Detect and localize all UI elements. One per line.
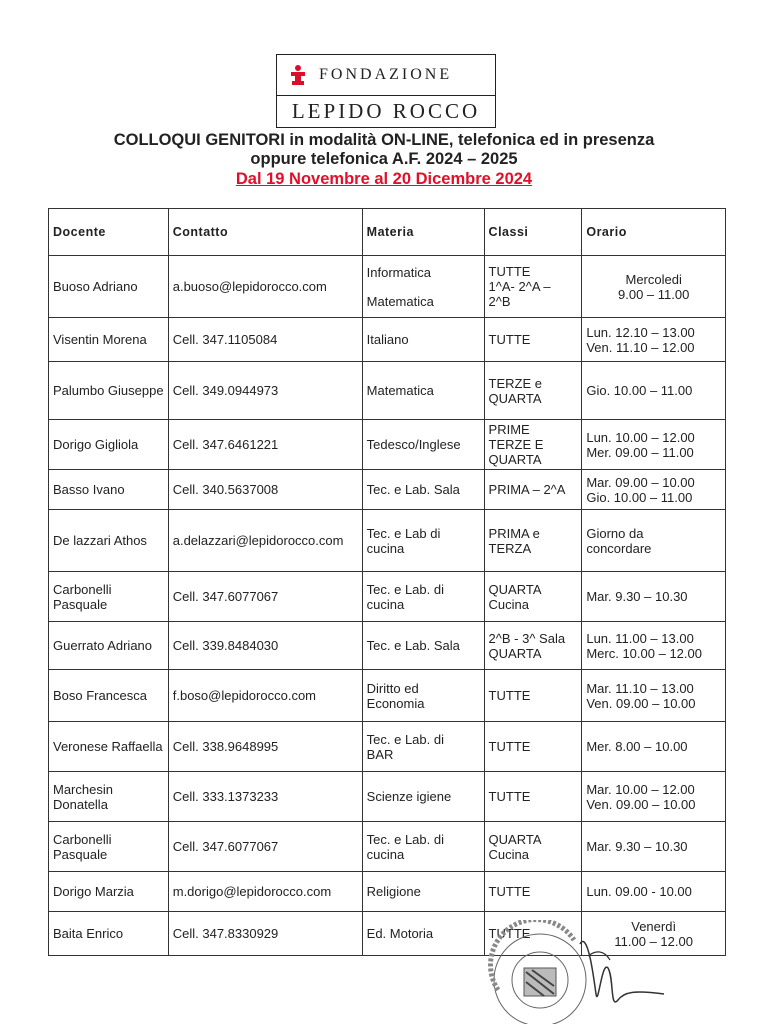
cell-materia (362, 470, 484, 510)
header-materia: Materia (362, 209, 484, 256)
cell-line: Mar. 9.30 – 10.30 (586, 589, 688, 604)
cell-line: Mer. 8.00 – 10.00 (586, 739, 688, 754)
header-docente: Docente (49, 209, 169, 256)
cell-docente: Buoso Adriano (49, 256, 169, 318)
cell-line: Giorno da (586, 525, 644, 541)
cell-line: 11.00 – 12.00 (614, 933, 693, 949)
cell-line: TUTTE (488, 926, 531, 941)
cell-line: Religione (366, 884, 421, 899)
cell-orario (582, 256, 726, 318)
cell-line: TERZE e (488, 375, 543, 391)
cell-materia (362, 256, 484, 318)
cell-line: Matematica (366, 293, 434, 309)
cell-line: Mercoledi (625, 271, 682, 287)
cell-docente: Veronese Raffaella (49, 722, 169, 772)
cell-classi (484, 622, 582, 670)
cell-classi (484, 912, 582, 956)
cell-materia (362, 622, 484, 670)
cell-line: cucina (366, 540, 405, 556)
page-title-line1: COLLOQUI GENITORI in modalità ON-LINE, telefonica ed in presenza (113, 131, 655, 149)
cell-materia (362, 772, 484, 822)
cell-line: Mar. 11.10 – 13.00 (586, 680, 694, 696)
cell-line: TUTTE (488, 739, 531, 754)
table-row (49, 622, 726, 670)
cell-classi (484, 822, 582, 872)
cell-classi (484, 362, 582, 420)
cell-orario (582, 622, 726, 670)
cell-orario (582, 872, 726, 912)
table-row (49, 470, 726, 510)
cell-contatto: Cell. 338.9648995 (168, 722, 362, 772)
cell-line: Informatica (366, 264, 431, 280)
cell-orario (582, 318, 726, 362)
cell-line: Ven. 11.10 – 12.00 (586, 339, 695, 355)
cell-classi (484, 772, 582, 822)
cell-contatto: Cell. 347.6461221 (168, 420, 362, 470)
cell-line: Lun. 11.00 – 13.00 (586, 630, 694, 646)
table-row (49, 510, 726, 572)
cell-line: Gio. 10.00 – 11.00 (586, 383, 693, 398)
cell-contatto: Cell. 347.1105084 (168, 318, 362, 362)
header-orario: Orario (582, 209, 726, 256)
cell-line: Diritto ed (366, 680, 419, 696)
cell-line: Gio. 10.00 – 11.00 (586, 489, 693, 505)
cell-orario (582, 420, 726, 470)
table-row (49, 572, 726, 622)
cell-docente: Palumbo Giuseppe (49, 362, 169, 420)
cell-contatto: m.dorigo@lepidorocco.com (168, 872, 362, 912)
cell-line: Venerdì (631, 918, 677, 934)
cell-line: QUARTA (488, 452, 542, 467)
cell-orario (582, 470, 726, 510)
cell-line: PRIMA – 2^A (488, 482, 566, 497)
cell-docente: Carbonelli Pasquale (49, 822, 169, 872)
cell-contatto: f.boso@lepidorocco.com (168, 670, 362, 722)
cell-line: Tec. e Lab. di (366, 731, 444, 747)
cell-contatto: a.buoso@lepidorocco.com (168, 256, 362, 318)
cell-orario (582, 510, 726, 572)
table-row (49, 362, 726, 420)
cell-contatto: a.delazzari@lepidorocco.com (168, 510, 362, 572)
table-row (49, 722, 726, 772)
cell-docente: De lazzari Athos (49, 510, 169, 572)
table-body (49, 256, 726, 956)
cell-line: Mar. 9.30 – 10.30 (586, 839, 688, 854)
cell-classi (484, 510, 582, 572)
foundation-logo (276, 54, 496, 128)
cell-line: 9.00 – 11.00 (618, 286, 690, 302)
table-row (49, 872, 726, 912)
cell-line: TUTTE (488, 332, 531, 347)
cell-docente: Guerrato Adriano (49, 622, 169, 670)
cell-docente: Baita Enrico (49, 912, 169, 956)
cell-orario (582, 822, 726, 872)
cell-orario (582, 670, 726, 722)
cell-materia (362, 912, 484, 956)
cell-docente: Boso Francesca (49, 670, 169, 722)
cell-materia (362, 318, 484, 362)
cell-docente: Carbonelli Pasquale (49, 572, 169, 622)
cell-line: Lun. 12.10 – 13.00 (586, 324, 695, 340)
cell-orario (582, 722, 726, 772)
logo-line-name: LEPIDO ROCCO (291, 99, 481, 123)
cell-materia (362, 822, 484, 872)
cell-line: cucina (366, 846, 405, 862)
cell-contatto: Cell. 349.0944973 (168, 362, 362, 420)
cell-line: Tec. e Lab. di (366, 581, 444, 597)
cell-classi (484, 256, 582, 318)
table-row (49, 822, 726, 872)
cell-line: TUTTE (488, 688, 531, 703)
cell-classi (484, 420, 582, 470)
cell-line: QUARTA (488, 390, 542, 406)
table-row (49, 772, 726, 822)
cell-contatto: Cell. 347.6077067 (168, 822, 362, 872)
cell-line: TUTTE (488, 884, 531, 899)
cell-docente: Marchesin Donatella (49, 772, 169, 822)
cell-line: Mar. 09.00 – 10.00 (586, 474, 695, 490)
cell-line: Tec. e Lab. Sala (366, 638, 460, 653)
cell-materia (362, 872, 484, 912)
cell-classi (484, 872, 582, 912)
cell-line: QUARTA (488, 581, 542, 597)
cell-line: TERZE E (488, 437, 544, 452)
cell-line: Tedesco/Inglese (366, 437, 461, 452)
cell-docente: Dorigo Gigliola (49, 420, 169, 470)
page-title-line2: oppure telefonica A.F. 2024 – 2025 (250, 150, 518, 168)
table-row (49, 318, 726, 362)
cell-line: Italiano (366, 332, 409, 347)
cell-line: Mer. 09.00 – 11.00 (586, 444, 694, 460)
cell-materia (362, 362, 484, 420)
cell-line: Mar. 10.00 – 12.00 (586, 781, 695, 797)
cell-line: Tec. e Lab. Sala (366, 482, 460, 497)
cell-line: Tec. e Lab di (366, 525, 441, 541)
cell-docente: Visentin Morena (49, 318, 169, 362)
cell-orario (582, 772, 726, 822)
cell-line: BAR (366, 746, 394, 762)
table-header-row (49, 209, 726, 256)
cell-line: Lun. 09.00 - 10.00 (586, 884, 692, 899)
cell-line: TUTTE (488, 264, 531, 279)
cell-materia (362, 722, 484, 772)
cell-line: PRIMA e (488, 525, 540, 541)
logo-figure-icon (287, 64, 309, 86)
cell-materia (362, 670, 484, 722)
cell-line: Ven. 09.00 – 10.00 (586, 796, 696, 812)
table-row (49, 912, 726, 956)
cell-line: Scienze igiene (366, 789, 452, 804)
logo-top-band (277, 55, 495, 96)
table-row (49, 670, 726, 722)
cell-orario (582, 912, 726, 956)
table-row (49, 256, 726, 318)
cell-line: Ed. Motoria (366, 926, 434, 941)
cell-line: Tec. e Lab. di (366, 831, 444, 847)
cell-line: 2^B - 3^ Sala (488, 630, 566, 646)
date-range-subtitle: Dal 19 Novembre al 20 Dicembre 2024 (235, 170, 533, 188)
cell-line: TUTTE (488, 789, 531, 804)
cell-contatto: Cell. 333.1373233 (168, 772, 362, 822)
cell-line: 1^A- 2^A – (488, 279, 551, 294)
cell-line: Cucina (488, 846, 530, 862)
cell-materia (362, 572, 484, 622)
cell-contatto: Cell. 339.8484030 (168, 622, 362, 670)
cell-docente: Basso Ivano (49, 470, 169, 510)
cell-line: Economia (366, 695, 425, 711)
cell-contatto: Cell. 347.6077067 (168, 572, 362, 622)
cell-line: QUARTA (488, 645, 542, 661)
cell-classi (484, 572, 582, 622)
cell-line: Cucina (488, 596, 530, 612)
cell-line: concordare (586, 540, 652, 556)
cell-contatto: Cell. 347.8330929 (168, 912, 362, 956)
cell-materia (362, 510, 484, 572)
cell-line: Ven. 09.00 – 10.00 (586, 695, 696, 711)
cell-line: cucina (366, 596, 405, 612)
cell-classi (484, 670, 582, 722)
cell-line: Matematica (366, 383, 434, 398)
header-contatto: Contatto (168, 209, 362, 256)
cell-orario (582, 572, 726, 622)
cell-classi (484, 470, 582, 510)
cell-line: PRIME (488, 422, 530, 437)
cell-line: Lun. 10.00 – 12.00 (586, 429, 695, 445)
table-row (49, 420, 726, 470)
cell-line: 2^B (488, 294, 511, 309)
header-classi: Classi (484, 209, 582, 256)
cell-orario (582, 362, 726, 420)
cell-docente: Dorigo Marzia (49, 872, 169, 912)
cell-classi (484, 722, 582, 772)
logo-line-fondazione: FONDAZIONE (319, 66, 453, 83)
schedule-table (48, 208, 726, 956)
cell-line: TERZA (488, 540, 532, 556)
cell-line: Merc. 10.00 – 12.00 (586, 645, 702, 661)
cell-contatto: Cell. 340.5637008 (168, 470, 362, 510)
cell-line: QUARTA (488, 831, 542, 847)
cell-classi (484, 318, 582, 362)
cell-materia (362, 420, 484, 470)
